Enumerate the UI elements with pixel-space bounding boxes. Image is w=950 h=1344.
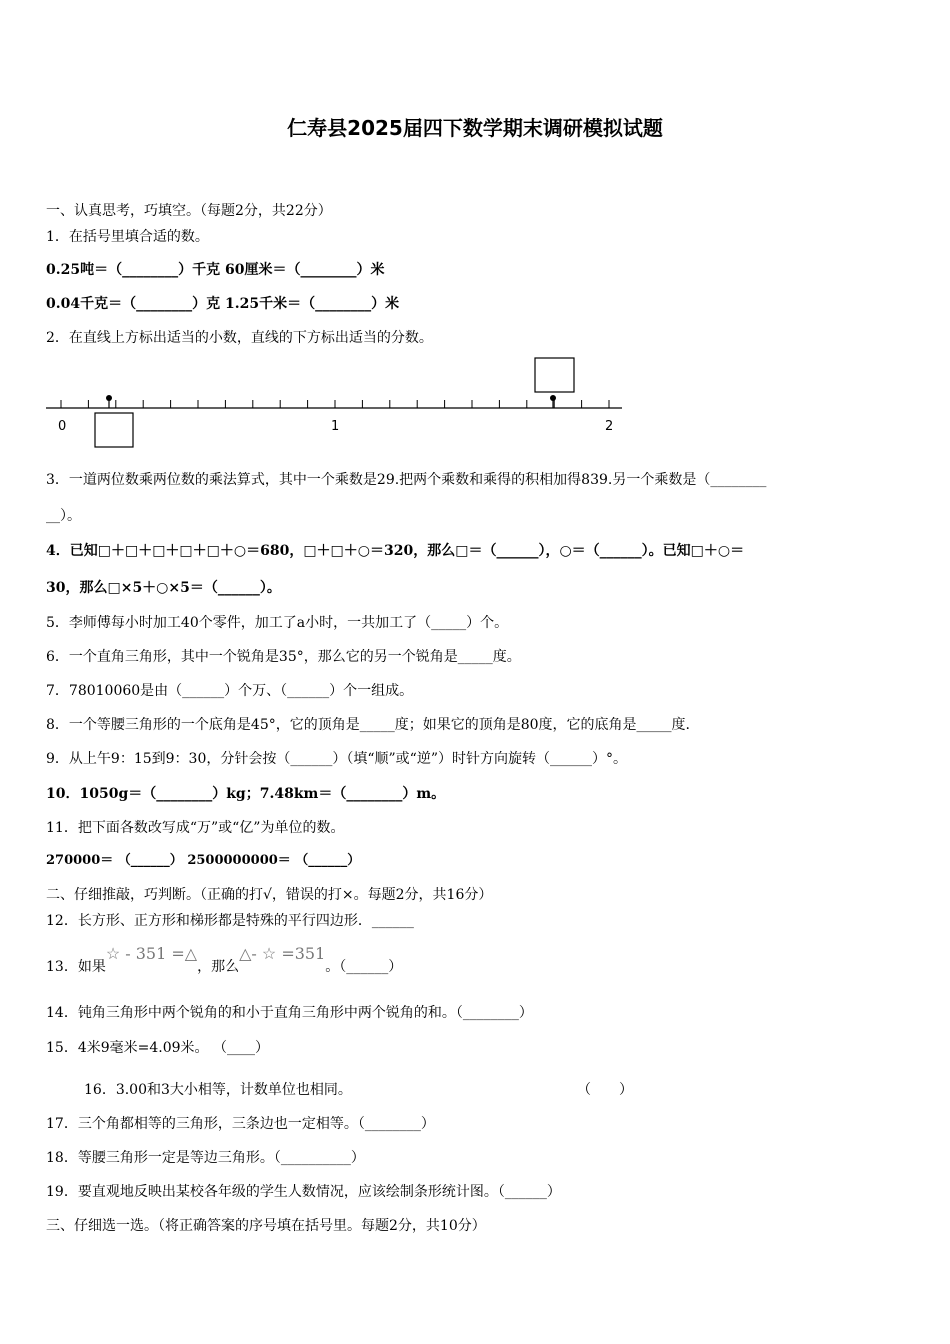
section-2-heading: 二、仔细推敲，巧判断。（正确的打√，错误的打×。每题2分，共16分） xyxy=(46,887,493,903)
question-10: 10．1050g＝（________）kg；7.48km＝（________）m。 xyxy=(46,786,446,802)
question-13-expr2: △- ☆ =351 xyxy=(239,944,326,963)
question-13 xyxy=(46,946,402,987)
question-14: 14．钝角三角形中两个锐角的和小于直角三角形中两个锐角的和。（________） xyxy=(46,1005,533,1021)
question-9: 9．从上午9：15到9：30，分针会按（______）（填“顺”或“逆”）时针方向旋转（______）°。 xyxy=(46,751,627,767)
question-1-row-1: 0.25吨＝（________）千克 60厘米＝（________）米 xyxy=(46,262,385,278)
question-12: 12．长方形、正方形和梯形都是特殊的平行四边形．______ xyxy=(46,913,414,929)
question-4: 4．已知□＋□＋□＋□＋□＋○＝680，□＋□＋○＝320，那么□＝（______），○＝（______）。已知□＋○＝ xyxy=(46,543,745,559)
tick-label-1: 1 xyxy=(331,419,340,434)
question-11: 11．把下面各数改写成“万”或“亿”为单位的数。 xyxy=(46,820,345,836)
tick-label-0: 0 xyxy=(58,419,67,434)
question-6: 6．一个直角三角形，其中一个锐角是35°，那么它的另一个锐角是_____度。 xyxy=(46,649,521,665)
question-13-tail: 。（______） xyxy=(325,959,403,975)
question-17: 17．三个角都相等的三角形，三条边也一定相等。（________） xyxy=(46,1116,435,1132)
number-line-ticks xyxy=(61,400,609,408)
section-1-heading: 一、认真思考，巧填空。（每题2分，共22分） xyxy=(46,203,332,219)
question-18: 18．等腰三角形一定是等边三角形。（__________） xyxy=(46,1150,365,1166)
answer-box-bottom xyxy=(95,413,133,447)
section-3-heading: 三、仔细选一选。（将正确答案的序号填在括号里。每题2分，共10分） xyxy=(46,1218,486,1234)
question-3-cont: __）。 xyxy=(46,508,81,524)
page-title: 仁寿县2025届四下数学期末调研模拟试题 xyxy=(287,116,663,140)
question-11-row: 270000＝ （______） 2500000000＝ （______） xyxy=(46,853,361,868)
question-16: 16．3.00和3大小相等，计数单位也相同。 xyxy=(84,1082,352,1098)
tick-label-2: 2 xyxy=(605,419,614,434)
answer-box-top xyxy=(535,358,574,392)
question-13-lead: 13．如果 xyxy=(46,959,106,975)
question-15: 15．4米9毫米=4.09米。 （____） xyxy=(46,1040,269,1056)
question-3: 3．一道两位数乘两位数的乘法算式，其中一个乘数是29.把两个乘数和乘得的积相加得839.另一个乘数是（________ xyxy=(46,472,767,488)
question-5: 5．李师傅每小时加工40个零件，加工了a小时，一共加工了（_____）个。 xyxy=(46,615,509,631)
question-1-row-2: 0.04千克＝（________）克 1.25千米＝（________）米 xyxy=(46,296,400,312)
question-16-answer-paren: （ ） xyxy=(577,1082,633,1098)
question-7: 7．78010060是由（______）个万、（______）个一组成。 xyxy=(46,683,414,699)
question-4-cont: 30，那么□×5＋○×5＝（______）。 xyxy=(46,580,281,596)
number-line-figure xyxy=(40,352,630,452)
question-2: 2．在直线上方标出适当的小数，直线的下方标出适当的分数。 xyxy=(46,330,433,346)
question-13-mid: ，那么 xyxy=(197,959,240,975)
question-19: 19．要直观地反映出某校各年级的学生人数情况，应该绘制条形统计图。（______） xyxy=(46,1184,561,1200)
question-13-expr1: ☆ - 351 =△ xyxy=(105,944,198,963)
question-1: 1．在括号里填合适的数。 xyxy=(46,229,209,245)
question-8: 8．一个等腰三角形的一个底角是45°，它的顶角是_____度；如果它的顶角是80度，它的底角是_____度. xyxy=(46,717,690,733)
